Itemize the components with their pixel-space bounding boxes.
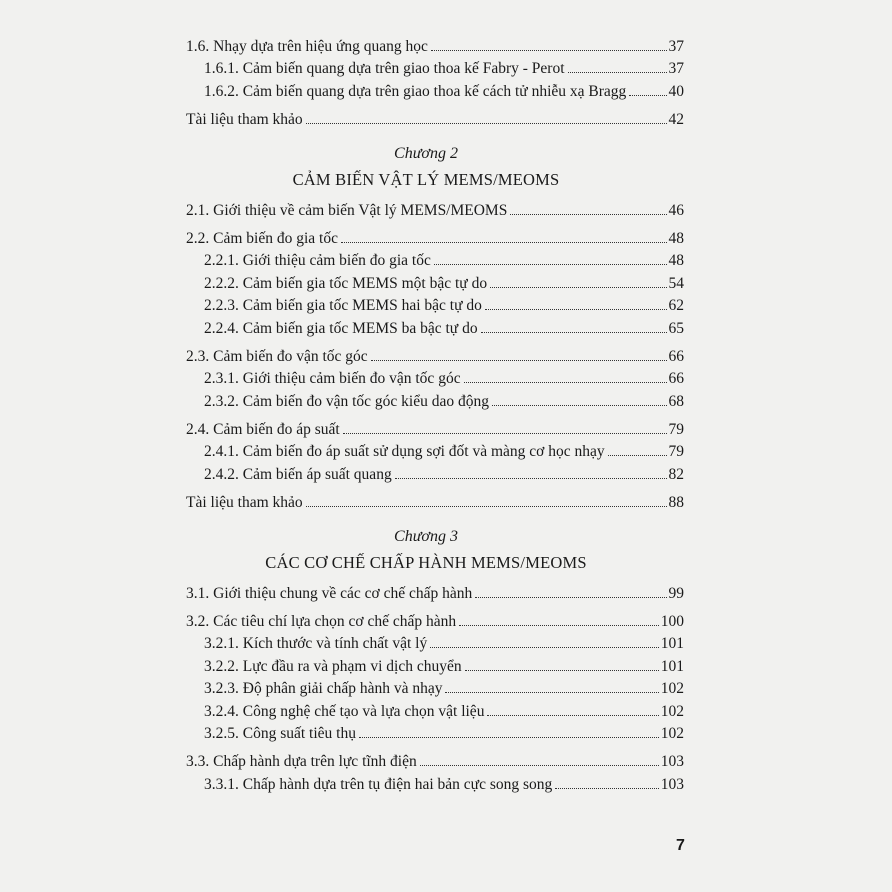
dot-leader — [306, 506, 667, 507]
dot-leader — [343, 433, 667, 434]
dot-leader — [371, 360, 667, 361]
toc-entry-page: 62 — [668, 297, 684, 315]
toc-entry[interactable] — [0, 346, 892, 368]
toc-entry-title: 3.3.1. Chấp hành dựa trên tụ điện hai bản cực song song — [204, 775, 553, 793]
toc-entry-page: 102 — [660, 724, 684, 742]
dot-leader — [608, 455, 667, 456]
dot-leader — [490, 287, 666, 288]
toc-entry[interactable] — [0, 678, 892, 700]
toc-entry-page: 99 — [668, 584, 684, 602]
toc-entry-page: 66 — [668, 370, 684, 388]
toc-entry[interactable] — [0, 295, 892, 317]
toc-entry-title: 3.2.4. Công nghệ chế tạo và lựa chọn vật liệu — [204, 702, 485, 720]
toc-entry[interactable] — [0, 419, 892, 441]
toc-entry-title: 3.2.5. Công suất tiêu thụ — [204, 724, 356, 742]
toc-entry[interactable] — [0, 441, 892, 463]
toc-entry-title: 2.2.4. Cảm biến gia tốc MEMS ba bậc tự do — [204, 319, 478, 337]
toc-entry-page: 40 — [668, 82, 684, 100]
dot-leader — [359, 737, 659, 738]
toc-entry-title: 2.3. Cảm biến đo vận tốc góc — [186, 347, 368, 365]
toc-entry-page: 42 — [668, 111, 684, 129]
toc-entry-page: 48 — [668, 229, 684, 247]
toc-entry-title: 3.1. Giới thiệu chung về các cơ chế chấp hành — [186, 584, 473, 602]
toc-entry-page: 100 — [660, 613, 684, 631]
toc-entry[interactable] — [0, 368, 892, 390]
toc-entry-page: 102 — [660, 680, 684, 698]
toc-entry-title: 2.2.2. Cảm biến gia tốc MEMS một bậc tự do — [204, 274, 488, 292]
toc-entry-page: 37 — [668, 60, 684, 78]
dot-leader — [430, 647, 659, 648]
toc-entry-title: 2.1. Giới thiệu về cảm biến Vật lý MEMS/MEOMS — [186, 201, 508, 219]
toc-entry-title: 2.4.2. Cảm biến áp suất quang — [204, 465, 392, 483]
toc-entry[interactable] — [0, 81, 892, 103]
dot-leader — [341, 242, 667, 243]
dot-leader — [306, 123, 667, 124]
dot-leader — [475, 597, 666, 598]
toc-entry-page: 101 — [660, 657, 684, 675]
toc-entry-title: 1.6.1. Cảm biến quang dựa trên giao thoa kế Fabry - Perot — [204, 60, 565, 78]
dot-leader — [487, 715, 658, 716]
toc-entry[interactable] — [0, 774, 892, 796]
toc-entry-page: 82 — [668, 465, 684, 483]
toc-entry-page: 46 — [668, 201, 684, 219]
toc-entry[interactable] — [0, 633, 892, 655]
chapter-label: Chương 3 — [394, 527, 458, 545]
toc-entry-title: 2.2.1. Giới thiệu cảm biến đo gia tốc — [204, 252, 431, 270]
toc-entry-page: 48 — [668, 252, 684, 270]
dot-leader — [395, 478, 667, 479]
toc-entry-page: 88 — [668, 494, 684, 512]
toc-entry-title: 3.2. Các tiêu chí lựa chọn cơ chế chấp hành — [186, 613, 457, 631]
dot-leader — [568, 72, 667, 73]
toc-entry-page: 66 — [668, 347, 684, 365]
toc-entry[interactable] — [0, 250, 892, 272]
toc-entry[interactable] — [0, 391, 892, 413]
toc-entry-title: 1.6. Nhạy dựa trên hiệu ứng quang học — [186, 38, 428, 55]
toc-entry[interactable] — [0, 723, 892, 745]
table-of-contents — [0, 36, 892, 796]
chapter-label: Chương 2 — [394, 144, 458, 162]
toc-entry-title: 3.2.1. Kích thước và tính chất vật lý — [204, 635, 428, 653]
dot-leader — [492, 405, 667, 406]
toc-entry[interactable] — [0, 36, 892, 58]
toc-entry[interactable] — [0, 656, 892, 678]
toc-entry-page: 102 — [660, 702, 684, 720]
toc-entry-page: 103 — [660, 775, 684, 793]
toc-entry-title: 2.2.3. Cảm biến gia tốc MEMS hai bậc tự do — [204, 297, 482, 315]
toc-entry-page: 65 — [668, 319, 684, 337]
dot-leader — [464, 382, 667, 383]
toc-entry-page: 79 — [668, 443, 684, 461]
toc-entry[interactable] — [0, 701, 892, 723]
toc-entry-references[interactable] — [0, 492, 892, 514]
dot-leader — [555, 788, 658, 789]
toc-entry-title: 3.3. Chấp hành dựa trên lực tĩnh điện — [186, 753, 417, 771]
toc-entry[interactable] — [0, 200, 892, 222]
dot-leader — [459, 625, 659, 626]
toc-entry[interactable] — [0, 273, 892, 295]
dot-leader — [465, 670, 659, 671]
toc-entry[interactable] — [0, 751, 892, 773]
chapter-title: CẢM BIẾN VẬT LÝ MEMS/MEOMS — [292, 169, 560, 189]
toc-entry-title: 2.3.1. Giới thiệu cảm biến đo vận tốc góc — [204, 370, 461, 388]
page-number: 7 — [676, 837, 685, 854]
dot-leader — [629, 95, 666, 96]
toc-entry-page: 37 — [668, 38, 684, 55]
toc-entry-title: 2.4. Cảm biến đo áp suất — [186, 421, 340, 439]
toc-entry-title: 3.2.2. Lực đầu ra và phạm vi dịch chuyển — [204, 657, 462, 675]
dot-leader — [431, 50, 667, 51]
toc-entry[interactable] — [0, 58, 892, 80]
toc-entry-title: 2.3.2. Cảm biến đo vận tốc góc kiểu dao động — [204, 392, 489, 410]
toc-entry-title: Tài liệu tham khảo — [186, 494, 303, 512]
toc-entry[interactable] — [0, 611, 892, 633]
toc-entry-title: 2.2. Cảm biến đo gia tốc — [186, 229, 338, 247]
chapter-title: CÁC CƠ CHẾ CHẤP HÀNH MEMS/MEOMS — [265, 552, 587, 572]
toc-entry-page: 54 — [668, 274, 684, 292]
toc-entry-title: Tài liệu tham khảo — [186, 111, 303, 129]
dot-leader — [485, 309, 667, 310]
dot-leader — [434, 264, 667, 265]
toc-entry-title: 3.2.3. Độ phân giải chấp hành và nhạy — [204, 680, 443, 698]
toc-entry-title: 1.6.2. Cảm biến quang dựa trên giao thoa kế cách tử nhiễu xạ Bragg — [204, 82, 627, 100]
toc-entry-page: 79 — [668, 421, 684, 439]
toc-entry-page: 101 — [660, 635, 684, 653]
dot-leader — [445, 692, 658, 693]
toc-entry-page: 68 — [668, 392, 684, 410]
toc-entry[interactable] — [0, 583, 892, 605]
toc-entry-references[interactable] — [0, 109, 892, 131]
toc-entry[interactable] — [0, 318, 892, 340]
dot-leader — [420, 765, 659, 766]
toc-entry[interactable] — [0, 464, 892, 486]
dot-leader — [510, 214, 666, 215]
toc-entry-title: 2.4.1. Cảm biến đo áp suất sử dụng sợi đốt và màng cơ học nhạy — [204, 443, 605, 461]
toc-entry[interactable] — [0, 228, 892, 250]
toc-entry-page: 103 — [660, 753, 684, 771]
dot-leader — [481, 332, 667, 333]
